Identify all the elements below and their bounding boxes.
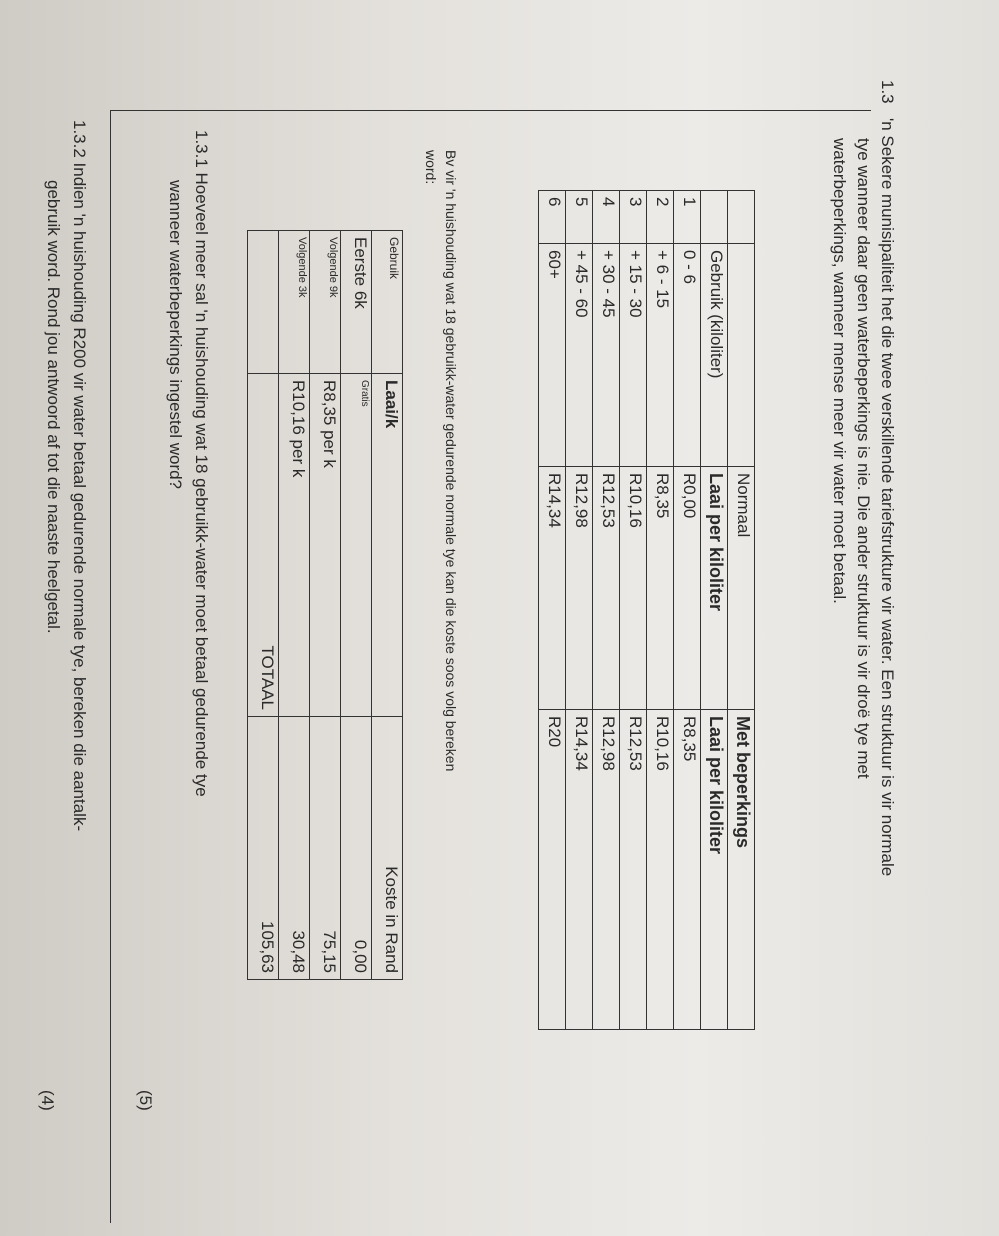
cost-header-row [372,231,403,980]
total-label: TOTAAL [248,374,279,717]
question-number: 1.3 [878,80,897,104]
table-row [647,191,674,1030]
header-restricted: Met beperkings [728,710,755,1030]
question-1-3-2-marks: (4) [38,1090,57,1111]
usage-cell: Eerste 6k [341,231,372,374]
intro-line-2: tye wanneer daar geen waterbeperkings is nie. Die ander struktuur is vir droë tye met [854,138,873,779]
col-usage: Gebruik (kiloliter) [701,244,728,467]
table-row [310,231,341,980]
question-1-3-2-line-1: 1.3.2 Indien 'n huishouding R200 vir water betaal gedurende normale tye, bereken die aantalk- [70,120,89,832]
table-cell [728,244,755,467]
question-1-3-2-line-2: gebruik word. Rond jou antwoord af tot die naaste heelgetal. [44,180,63,634]
cost-cell: 75,15 [310,717,341,980]
example-line-2: word: [423,150,439,185]
usage-cell: + 6 - 15 [647,244,674,467]
usage-cell: Volgende 3k [279,231,310,374]
row-number: 6 [539,191,566,244]
normal-rate-cell: R10,16 [620,467,647,710]
question-frame [110,110,871,1223]
rate-cell: R10,16 per k [279,374,310,717]
normal-rate-cell: R12,53 [593,467,620,710]
total-row [248,231,279,980]
restricted-rate-cell: R12,53 [620,710,647,1030]
table-row [539,191,566,1030]
row-number: 3 [620,191,647,244]
question-1-3-1-line-1: 1.3.1 Hoeveel meer sal 'n huishouding wat 18 gebruikk-water moet betaal gedurende tye [192,130,211,797]
restricted-rate-cell: R8,35 [674,710,701,1030]
row-number: 1 [674,191,701,244]
usage-cell: 0 - 6 [674,244,701,467]
question-1-3-1-marks: (5) [136,1090,155,1111]
usage-cell: + 45 - 60 [566,244,593,467]
total-value: 105,63 [248,717,279,980]
cost-cell: 30,48 [279,717,310,980]
usage-cell: + 15 - 30 [620,244,647,467]
col-usage: Gebruik [372,231,403,374]
restricted-rate-cell: R20 [539,710,566,1030]
restricted-rate-cell: R12,98 [593,710,620,1030]
table-row [674,191,701,1030]
usage-cell: + 30 - 45 [593,244,620,467]
table-row [620,191,647,1030]
rate-cell: Gratis [341,374,372,717]
table-cell [728,191,755,244]
col-cost: Koste in Rand [372,717,403,980]
intro-line-3: waterbeperkings, wanneer mense meer vir water moet betaal. [830,138,849,604]
table-cell [248,231,279,374]
normal-rate-cell: R12,98 [566,467,593,710]
tariff-table [538,190,755,1030]
usage-cell: Volgende 9k [310,231,341,374]
tariff-subheader-row [701,191,728,1030]
cost-table [247,230,403,980]
table-row [566,191,593,1030]
col-rate-restricted: Laai per kiloliter [701,710,728,1030]
intro-line-1: 'n Sekere munisipaliteit het die twee verskillende tariefstrukture vir water. Een struktuur is vir normale [878,118,897,877]
rate-cell: R8,35 per k [310,374,341,717]
example-line-1: Bv vir 'n huishouding wat 18 gebruikk-water gedurende normale tye kan die koste soos volg bereken [443,150,459,772]
table-row [593,191,620,1030]
table-cell [701,191,728,244]
header-normal: Normaal [728,467,755,710]
normal-rate-cell: R0,00 [674,467,701,710]
col-rate-normal: Laai per kiloliter [701,467,728,710]
restricted-rate-cell: R10,16 [647,710,674,1030]
col-rate: Laai/k [372,374,403,717]
question-1-3-1-line-2: wanneer waterbeperkings ingestel word? [166,180,185,490]
row-number: 2 [647,191,674,244]
restricted-rate-cell: R14,34 [566,710,593,1030]
cost-cell: 0,00 [341,717,372,980]
tariff-header-row [728,191,755,1030]
row-number: 5 [566,191,593,244]
usage-cell: 60+ [539,244,566,467]
row-number: 4 [593,191,620,244]
normal-rate-cell: R14,34 [539,467,566,710]
table-row [341,231,372,980]
table-row [279,231,310,980]
normal-rate-cell: R8,35 [647,467,674,710]
